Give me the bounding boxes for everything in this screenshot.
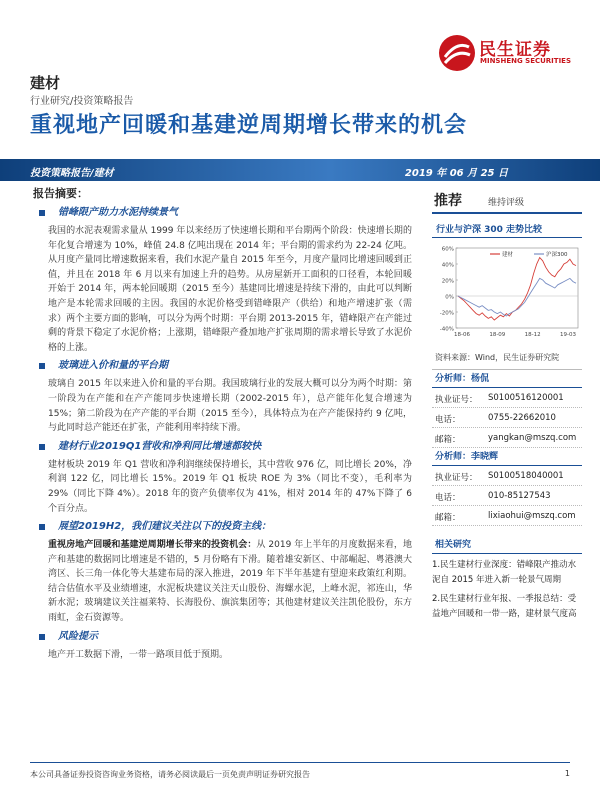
y-tick-label: -40% (439, 326, 454, 333)
section-outlook (30, 519, 412, 626)
page-number: 1 (564, 769, 570, 778)
analyst-heading: 分析师：杨侃 (432, 370, 582, 388)
series-line-building-materials (458, 258, 576, 320)
section-heading: 风险提示 (30, 629, 412, 645)
chart-frame (456, 248, 578, 328)
logo-emblem-icon (437, 33, 477, 73)
summary-body (30, 205, 412, 662)
sidebar (432, 188, 582, 622)
performance-chart (432, 240, 582, 348)
section-glass (30, 358, 412, 435)
chart-title: 行业与沪深 300 走势比较 (432, 222, 582, 238)
section-earnings (30, 439, 412, 516)
y-tick-label: 40% (441, 262, 454, 269)
legend-label: 建材 (502, 252, 514, 258)
series-line-csi300 (458, 278, 576, 316)
outlook-lead: 重视房地产回暖和基建逆周期增长带来的投资机会： (48, 540, 257, 551)
y-tick-label: -20% (439, 310, 454, 317)
rating-label: 推荐 (434, 193, 462, 209)
analyst-info-row: 执业证号： S0100516120001 (432, 388, 582, 408)
company-logo (437, 33, 587, 73)
analyst-info-row: 执业证号： S0100518040001 (432, 466, 582, 486)
section-cement (30, 205, 412, 355)
square-bullet-icon (39, 524, 45, 530)
x-tick-label: 18-12 (524, 332, 541, 338)
square-bullet-icon (39, 363, 45, 369)
rating-row (432, 188, 582, 214)
section-risk (30, 629, 412, 663)
rating-sub: 维持评级 (488, 198, 525, 208)
section-text: 建材板块 2019 年 Q1 营收和净利润继续保持增长，其中营收 976 亿，同比增长 20%，净利润 122 亿，同比增长 15%。2019 年 Q1 板块 ROE 为 3%（同比不变），毛利率为 29%（同比下降 4%）。2018 年的资产负债率仅为 41%，相对 2014 年的 47%下降了 6 个百分点。 (48, 459, 412, 514)
y-tick-label: 20% (441, 278, 454, 285)
analyst-heading: 分析师：李晓辉 (432, 448, 582, 466)
square-bullet-icon (39, 444, 45, 450)
related-report-link[interactable]: 2.民生建材行业年报、一季报总结：受益地产回暖和一带一路，建材景气度高 (432, 594, 577, 619)
analyst-email-row[interactable]: 邮箱： yangkan@mszq.com (432, 428, 582, 448)
square-bullet-icon (39, 210, 45, 216)
section-heading: 玻璃进入价和量的平台期 (30, 358, 412, 374)
report-category: 行业研究/投资策略报告 (30, 96, 134, 107)
section-text: 重视房地产回暖和基建逆周期增长带来的投资机会：从 2019 年上半年的月度数据来看，地产和基建的数据同比增速是不错的，5 月份略有下滑。随着雄安新区、中部崛起、粤港澳大湾区、长三角一体化等大基建布局的深入推进，2019 年下半年基建有望迎来政策红利期。结合估值水平及业绩增速，水泥板块建议关注天山股份、海螺水泥，上峰水泥，祁连山，华新水泥；玻璃建议关注福莱特、长海股份、旗滨集团等；其他建材建议关注凯伦股份，东方雨虹，金石资源等。 (48, 540, 412, 624)
report-title: 重视地产回暖和基建逆周期增长带来的机会 (30, 113, 468, 138)
y-tick-label: 0% (445, 294, 454, 301)
summary-title: 报告摘要： (33, 187, 88, 200)
x-tick-label: 18-09 (489, 332, 506, 338)
chart-source: 资料来源：Wind，民生证券研究院 (432, 348, 582, 370)
report-info-bar (0, 159, 600, 181)
x-tick-label: 18-06 (454, 332, 470, 338)
analyst-info-row: 电话： 0755-22662010 (432, 408, 582, 428)
square-bullet-icon (39, 634, 45, 640)
performance-chart-svg (432, 240, 582, 348)
section-heading: 错峰限产助力水泥持续景气 (30, 205, 412, 221)
section-text: 地产开工数据下滑，一带一路项目低于预期。 (48, 649, 229, 660)
section-heading: 建材行业2019Q1营收和净利同比增速都较快 (30, 439, 412, 455)
footer-disclaimer: 本公司具备证券投资咨询业务资格，请务必阅读最后一页免责声明证券研究报告 (30, 770, 310, 779)
logo-text-en: MINSHENG SECURITIES (480, 57, 571, 65)
bar-report-type: 投资策略报告/建材 (30, 168, 114, 179)
y-tick-label: 60% (441, 246, 454, 253)
report-date: 2019 年 06 月 25 日 (404, 168, 508, 179)
x-tick-label: 19-03 (560, 332, 576, 338)
analyst-info-row: 电话： 010-85127543 (432, 486, 582, 506)
section-heading: 展望2019H2，我们建议关注以下的投资主线： (30, 519, 412, 535)
footer-divider (30, 762, 570, 763)
related-research-heading: 相关研究 (432, 536, 582, 554)
section-text: 我国的水泥表观需求量从 1999 年以来经历了快速增长期和平台期两个阶段：快速增长期的年化复合增速为 10%，峰值 24.8 亿吨出现在 2014 年；平台期的需求约为 22-24 亿吨。从月度产量同比增速数据来看，我们水泥产量自 2015 年至今，月度产量同比增速回暖到正值，并且在 2018 年 6 月以来有加速上升的趋势。从房屋新开工面积的口径看，本轮回暖开始于 2014 年，两本轮回暖期（2015 至今）基建同比增速是持续下滑的，由此可以判断地产是本轮需求回暖的主因。我国的水泥价格受到错峰限产（供给）和地产增速扩张（需求）两个主要方面的影响，可以分为两个时期：平台期 2013-2015 年，错峰限产在产能过剩的背景下稳定了水泥价格；上涨期，错峰限产叠加地产扩张周期的需求增长导致了水泥价格的上涨。 (48, 226, 412, 353)
analyst-email-row[interactable]: 邮箱： lixiaohui@mszq.com (432, 506, 582, 526)
related-report-link[interactable]: 1.民生建材行业深度：错峰限产推动水泥自 2015 年进入新一轮景气周期 (432, 560, 577, 585)
sector-label: 建材 (30, 74, 61, 92)
logo-text-cn: 民生证券 (479, 40, 551, 60)
legend-label: 沪深300 (546, 252, 568, 258)
section-text: 玻璃自 2015 年以来进入价和量的平台期。我国玻璃行业的发展大概可以分为两个时期：第一阶段为在产能和在产产能同步快速增长期（2002-2015 年），总产能年化复合增速为 15%；第二阶段为在产产能的平台期（2015 至今），具体特点为在产产能保持约 9 亿吨，与此同时总产能还在扩张，产能利用率持续下滑。 (48, 379, 412, 434)
